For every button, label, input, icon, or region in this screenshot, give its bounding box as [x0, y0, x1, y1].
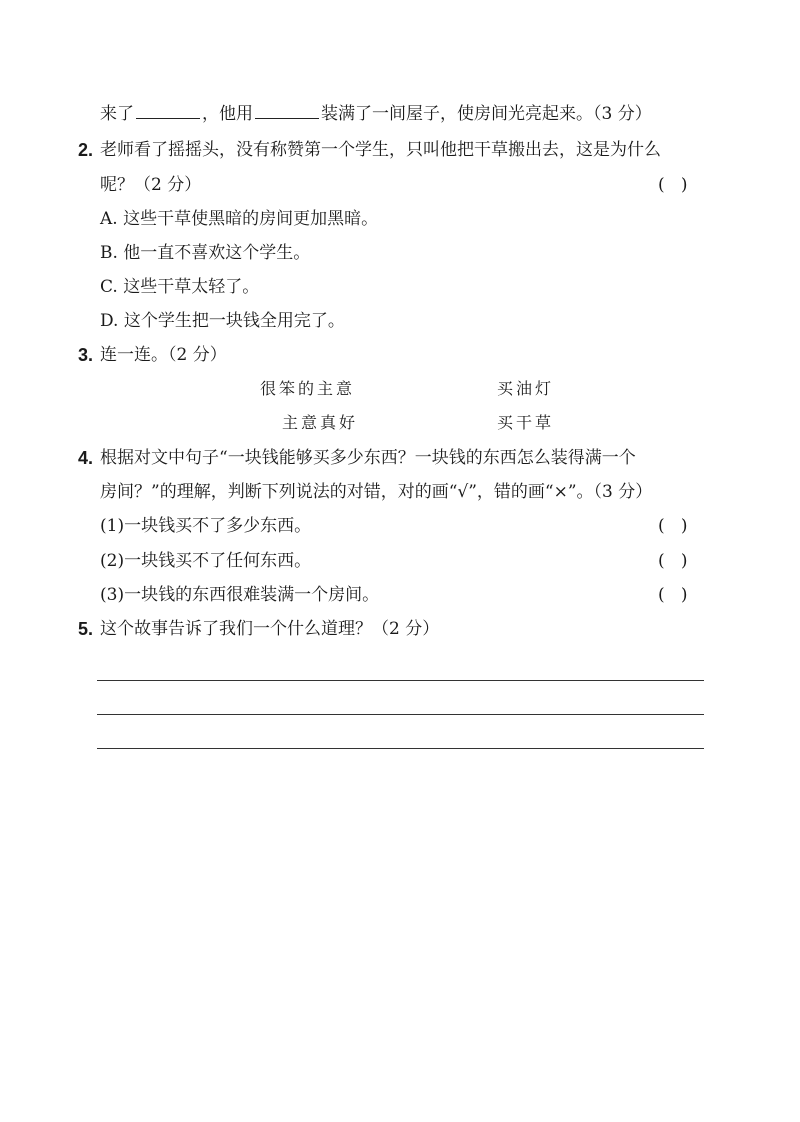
q4-item-1-paren[interactable]: ( ) — [658, 516, 688, 536]
q1-blank-1[interactable] — [136, 102, 200, 119]
q4-item-2-paren[interactable]: ( ) — [658, 551, 688, 571]
q4-item-2: (2)一块钱买不了任何东西。 — [100, 551, 312, 571]
q3-left-item-2[interactable]: 主意真好 — [282, 413, 359, 432]
q3-number: 3. — [78, 345, 94, 365]
q1-part-b: ，他用 — [202, 104, 253, 124]
q4-line1: 根据对文中句子“一块钱能够买多少东西？一块钱的东西怎么装得满一个 — [100, 448, 636, 468]
q2-line2: 呢？（2 分） — [100, 175, 202, 195]
q5-number: 5. — [78, 619, 94, 639]
q2-option-d: D. 这个学生把一块钱全用完了。 — [100, 311, 345, 331]
q4-number: 4. — [78, 448, 94, 468]
q4-item-3-paren[interactable]: ( ) — [658, 585, 688, 605]
q4-item-3: (3)一块钱的东西很难装满一个房间。 — [100, 585, 380, 605]
q5-answer-line-2[interactable] — [97, 714, 704, 715]
q4-line2: 房间？”的理解，判断下列说法的对错，对的画“√”，错的画“×”。（3 分） — [100, 482, 653, 502]
q5-answer-line-3[interactable] — [97, 748, 704, 749]
q3-text: 连一连。（2 分） — [100, 345, 227, 365]
q3-left-item-1[interactable]: 很笨的主意 — [260, 379, 356, 398]
q5-text: 这个故事告诉了我们一个什么道理？（2 分） — [100, 619, 440, 639]
q1-part-a: 来了 — [100, 104, 134, 124]
q1-blank-2[interactable] — [255, 102, 319, 119]
q2-number: 2. — [78, 140, 94, 160]
q5-answer-line-1[interactable] — [97, 680, 704, 681]
q4-item-1: (1)一块钱买不了多少东西。 — [100, 516, 312, 536]
q3-right-item-1[interactable]: 买油灯 — [497, 379, 555, 398]
q1-text — [100, 102, 652, 125]
q1-part-c: 装满了一间屋子，使房间光亮起来。（3 分） — [321, 104, 652, 124]
q2-answer-paren[interactable]: ( ) — [658, 175, 688, 195]
q2-line1: 老师看了摇摇头，没有称赞第一个学生，只叫他把干草搬出去，这是为什么 — [100, 140, 661, 160]
q3-right-item-2[interactable]: 买干草 — [497, 413, 555, 432]
q2-option-b: B. 他一直不喜欢这个学生。 — [100, 243, 311, 263]
q2-option-c: C. 这些干草太轻了。 — [100, 277, 260, 297]
q2-option-a: A. 这些干草使黑暗的房间更加黑暗。 — [100, 209, 379, 229]
